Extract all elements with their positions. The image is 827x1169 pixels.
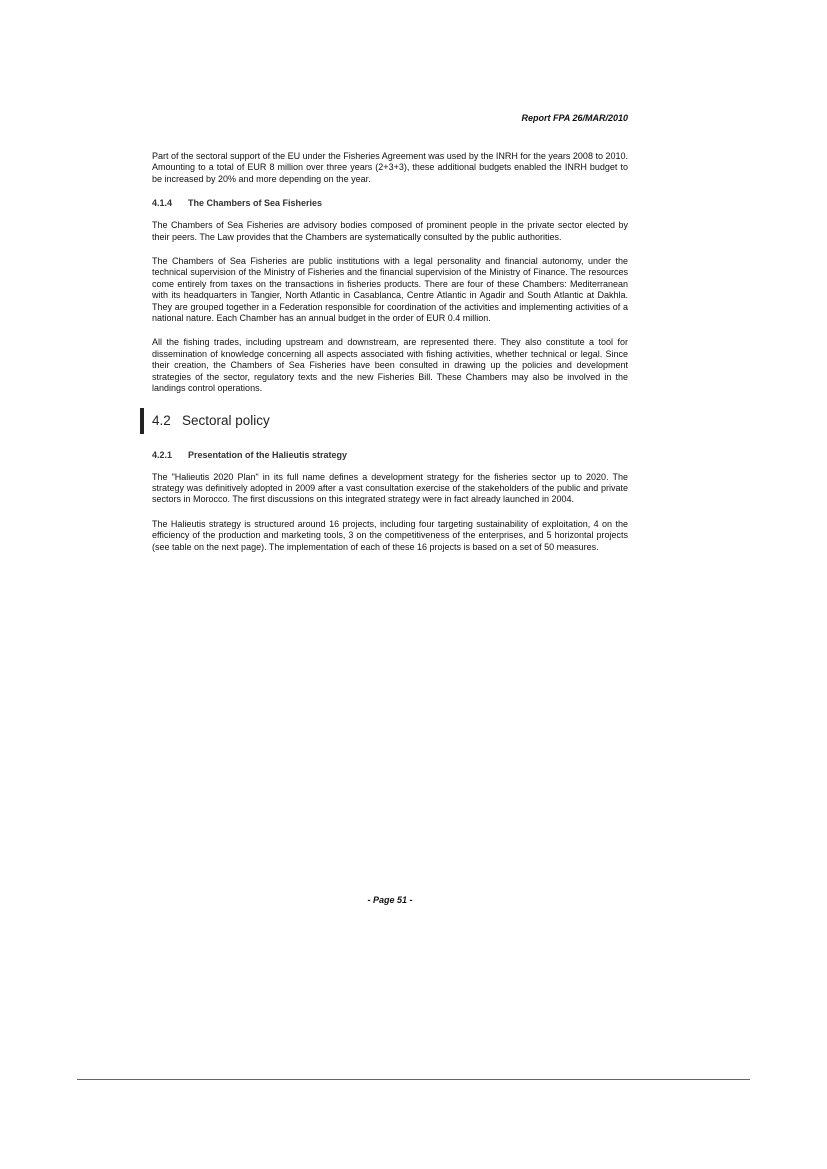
paragraph: The Halieutis strategy is structured around 16 projects, including four targeting sustainability of exploitation, 4 on the efficiency of the production and marketing tools, 3 on the competitiveness of the enterprises, and 5 horizontal projects (see table on the next page). The implementation of each of these 16 projects is based on a set of 50 measures. <box>152 518 628 552</box>
subsection-title: The Chambers of Sea Fisheries <box>188 198 323 209</box>
running-header: Report FPA 26/MAR/2010 <box>521 113 628 123</box>
footer-divider <box>77 1079 750 1080</box>
heading-bar <box>140 408 144 434</box>
subsection-heading-4-2-1 <box>152 450 628 460</box>
subsection-title: Presentation of the Halieutis strategy <box>188 449 348 460</box>
intro-paragraph: Part of the sectoral support of the EU under the Fisheries Agreement was used by the INRH for the years 2008 to 2010. Amounting to a total of EUR 8 million over three years (2+3+3), these additional budgets enabled the INRH budget to be increased by 20% and more depending on the year. <box>152 151 628 184</box>
paragraph: The Chambers of Sea Fisheries are advisory bodies composed of prominent people in the private sector elected by their peers. The Law provides that the Chambers are systematically consulted by the public authorities. <box>152 220 628 242</box>
subsection-heading-4-1-4 <box>152 198 628 208</box>
section-heading-4-2 <box>152 408 628 434</box>
paragraph: All the fishing trades, including upstream and downstream, are represented there. They also constitute a tool for dissemination of knowledge concerning all aspects associated with fishing activities, whether technical or legal. Since their creation, the Chambers of Sea Fisheries have been consulted in drawing up the policies and development strategies of the sector, regulatory texts and the new Fisheries Bill. These Chambers may also be involved in the landings control operations. <box>152 337 628 394</box>
subsection-number: 4.2.1 <box>152 449 173 460</box>
page-number: - Page 51 - <box>367 895 413 905</box>
paragraph: The Chambers of Sea Fisheries are public institutions with a legal personality and financial autonomy, under the technical supervision of the Ministry of Fisheries and the financial supervision of the Ministry of Finance. The resources come entirely from taxes on the transactions in fisheries products. There are four of these Chambers: Mediterranean with its headquarters in Tangier, North Atlantic in Casablanca, Centre Atlantic in Agadir and South Atlantic at Dakhla. They are grouped together in a Federation responsible for coordination of the activities and implementing activities of a national nature. Each Chamber has an annual budget in the order of EUR 0.4 million. <box>152 256 628 324</box>
paragraph: The "Halieutis 2020 Plan" in its full name defines a development strategy for the fisheries sector up to 2020. The strategy was definitively adopted in 2009 after a vast consultation exercise of the stakeholders of the public and private sectors in Morocco. The first discussions on this integrated strategy were in fact already launched in 2004. <box>152 471 628 505</box>
subsection-number: 4.1.4 <box>152 198 173 209</box>
section-title: Sectoral policy <box>182 413 270 428</box>
page-content <box>152 151 628 566</box>
section-number: 4.2 <box>152 413 171 428</box>
